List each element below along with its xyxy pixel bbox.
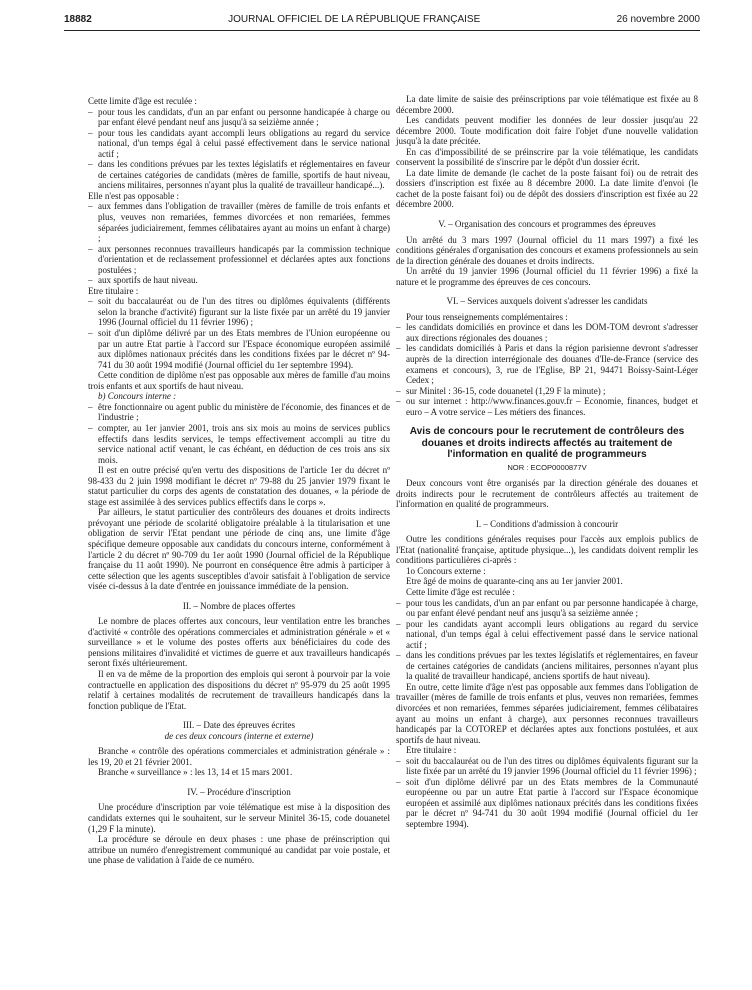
list-item: – pour tous les candidats, d'un an par enfant ou par personne handicapée à charge, ou par enfant élevé pendant neuf ans jusqu'à sa seizième année ; (396, 598, 698, 619)
list-item: – pour tous les candidats, d'un an par enfant ou personne handicapée à charge ou par enfant élevé pendant neuf ans jusqu'à sa seizième année ; (88, 107, 390, 128)
paragraph: Etre titulaire : (406, 745, 457, 756)
section-heading-line2: de ces deux concours (interne et externe) (164, 730, 314, 741)
right-column (396, 94, 698, 830)
paragraph: Pour tous renseignements complémentaires : (406, 311, 568, 322)
paragraph: Un arrêté du 19 janvier 1996 (Journal officiel du 11 février 1996) a fixé la nature et le programme des épreuves de ces concours. (396, 266, 698, 287)
section-heading: I. – Conditions d'admission à concourir (475, 518, 619, 529)
issue-date: 26 novembre 2000 (616, 14, 700, 25)
section-heading: IV. – Procédure d'inscription (187, 786, 291, 797)
list-item: – pour tous les candidats ayant accompli leurs obligations au regard du service national, d'un temps égal à celui passé effectivement dans le service national actif ; (88, 128, 390, 160)
paragraph: Cette limite d'âge est reculée : (406, 587, 515, 597)
list-item: – dans les conditions prévues par les textes législatifs et réglementaires, en faveur de certaines catégories de candidats (anciens militaires, personnes n'ayant plus la qualité de travailleur handicapé, anciens sportifs de haut niveau). (396, 650, 698, 682)
paragraph: Etre âgé de moins de quarante-cinq ans au 1er janvier 2001. (406, 576, 623, 587)
list-item: – aux femmes dans l'obligation de travailler (mères de famille de trois enfants et plus, veuves non remariées, femmes divorcées et non remariées, femmes séparées judiciairement, femmes célibataires ayant au moins un enfant à charge) ; (88, 201, 390, 243)
list-item: – dans les conditions prévues par les textes législatifs et réglementaires en faveur de certaines catégories de candidats (mères de famille, sportifs de haut niveau, anciens militaires, personnes n'ayant plus la qualité de travailleur handicapé...). (88, 159, 390, 191)
paragraph: Le nombre de places offertes aux concours, leur ventilation entre les branches d'activité « contrôle des opérations commerciales et administration générale » et « surveillance » et le volume des postes offerts aux bénéficiaires du code des pensions militaires d'invalidité et victimes de guerre et aux travailleurs handicapés seront fixés ultérieurement. (88, 616, 390, 669)
page-number: 18882 (64, 14, 92, 25)
header-rule (64, 30, 700, 31)
paragraph: Cette limite d'âge est reculée : (88, 96, 197, 106)
journal-title: JOURNAL OFFICIEL DE LA RÉPUBLIQUE FRANÇAISE (228, 14, 481, 25)
list-item: – soit d'un diplôme délivré par un des Etats membres de la Communauté européenne ou par un autre Etat partie à l'accord sur l'Espace économique européen et assimilé aux diplômes nationaux précités dans les conditions fixées par le décret nº 94-741 du 30 août 1994 modifié (Journal officiel du 1er septembre 1994). (396, 777, 698, 830)
list-item: – soit d'un diplôme délivré par un des Etats membres de l'Union européenne ou par un autre Etat partie à l'accord sur l'Espace économique européen assimilé aux diplômes nationaux précités dans les conditions fixées par le décret nº 94-741 du 30 août 1994 modifié (Journal officiel du 1er septembre 1994). (88, 328, 390, 370)
paragraph: En cas d'impossibilité de se préinscrire par la voie télématique, les candidats conservent la possibilité de s'inscrire par le dépôt d'un dossier écrit. (396, 146, 698, 168)
notice-title: Avis de concours pour le recrutement de contrôleurs des douanes et droits indirects affectés au traitement de l'information en qualité de programmeurs (409, 426, 685, 461)
bullet-list (396, 322, 698, 417)
list-item: – les candidats domiciliés à Paris et dans la région parisienne devront s'adresser auprès de la direction interrégionale des douanes d'Ile-de-France (service des examens et concours), 3, rue de l'Eglise, BP 21, 94471 Boissy-Saint-Léger Cedex ; (396, 343, 698, 385)
bullet-list (88, 296, 390, 370)
paragraph: Etre titulaire : (88, 285, 139, 296)
left-column (88, 96, 390, 866)
running-header (64, 14, 700, 25)
subheading-concours-interne: b) Concours interne : (98, 391, 177, 402)
section-heading: II. – Nombre de places offertes (182, 600, 296, 611)
list-item: – aux personnes reconnues travailleurs handicapés par la commission technique d'orientation et de reclassement professionnel et déclarées aptes aux fonctions postulées ; (88, 244, 390, 276)
paragraph: La date limite de saisie des préinscriptions par voie télématique est fixée au 8 décembre 2000. (396, 94, 698, 115)
list-item: – pour les candidats ayant accompli leurs obligations au regard du service national, d'un temps égal à celui effectivement passé dans le service national actif ; (396, 619, 698, 651)
section-heading: VI. – Services auxquels doivent s'adresser les candidats (446, 296, 648, 307)
bullet-list (396, 598, 698, 682)
list-item: – soit du baccalauréat ou de l'un des titres ou diplômes équivalents figurant sur la liste fixée par un arrêté du 19 janvier 1996 (Journal officiel du 11 février 1996) ; (396, 756, 698, 777)
bullet-list (88, 201, 390, 285)
paragraph: Outre les conditions générales requises pour l'accès aux emplois publics de l'Etat (nationalité française, aptitude physique...), les candidats doivent remplir les conditions particulières ci-après : (396, 534, 698, 566)
list-item: – soit du baccalauréat ou de l'un des titres ou diplômes équivalents (différents selon la branche d'activité) figurant sur la liste fixée par un arrêté du 19 janvier 1996 (Journal officiel du 11 février 1996) ; (88, 296, 390, 328)
section-heading: III. – Date des épreuves écrites (182, 720, 296, 731)
bullet-list (396, 756, 698, 830)
paragraph: La date limite de demande (le cachet de la poste faisant foi) ou de retrait des dossiers d'inscription est fixée au 8 décembre 2000. La date limite d'envoi (le cachet de la poste faisant foi) ou de dépôt des dossiers d'inscription est fixée au 22 décembre 2000. (396, 167, 698, 210)
paragraph: Par ailleurs, le statut particulier des contrôleurs des douanes et droits indirects prévoyant une période de scolarité obligatoire préalable à la titularisation et une obligation de servir l'Etat pendant une période de cinq ans, une limite d'âge spécifique demeure opposable aux candidats du concours interne, conformément à l'article 2 du décret nº 90-709 du 1er août 1990 (Journal officiel de la République française du 11 août 1990). Ne pourront en conséquence être admis à participer à cette sélection que les agents susceptibles d'avoir satisfait à l'obligation de service visée ci-dessus à la date d'entrée en jouissance immédiate de la pension. (88, 507, 390, 592)
bullet-list (88, 402, 390, 465)
list-item: – être fonctionnaire ou agent public du ministère de l'économie, des finances et de l'industrie ; (88, 402, 390, 423)
paragraph: Deux concours vont être organisés par la direction générale des douanes et droits indirects pour le recrutement de contrôleurs affectés au traitement de l'information en qualité de programmeurs. (396, 478, 698, 510)
nor-reference: NOR : ECOP0000877V (507, 462, 587, 472)
subheading-concours-externe: 1o Concours externe : (406, 565, 486, 576)
list-item: – sur Minitel : 36-15, code douanetel (1,29 F la minute) ; (396, 386, 698, 397)
list-item: – compter, au 1er janvier 2001, trois ans six mois au moins de services publics effectifs dans lesdits services, le temps effectivement accompli au titre du service national actif venant, le cas échéant, en déduction de ces trois ans six mois. (88, 423, 390, 465)
paragraph: En outre, cette limite d'âge n'est pas opposable aux femmes dans l'obligation de travailler (mères de famille de trois enfants et plus, veuves non remariées, femmes divorcées et non remariées, femmes séparées judiciairement, femmes célibataires ayant au moins un enfant à charge), aux personnes reconnues travailleurs handicapés par la COTOREP et déclarées aptes aux fonctions postulées, et aux sportifs de haut niveau. (396, 681, 698, 745)
paragraph: Les candidats peuvent modifier les données de leur dossier jusqu'au 22 décembre 2000. Toute modification doit faire l'objet d'une nouvelle validation jusqu'à la date précitée. (396, 115, 698, 147)
paragraph: Il en va de même de la proportion des emplois qui seront à pourvoir par la voie contractuelle en application des dispositions du décret nº 95-979 du 25 août 1995 relatif à certaines modalités de recrutement de travailleurs handicapés dans la fonction publique de l'Etat. (88, 668, 390, 711)
paragraph: Une procédure d'inscription par voie télématique est mise à la disposition des candidats externes qui le souhaitent, sur le serveur Minitel 36-15, code douanetel (1,29 F la minute). (88, 802, 390, 834)
paragraph: Cette condition de diplôme n'est pas opposable aux mères de famille d'au moins trois enfants et aux sportifs de haut niveau. (88, 370, 390, 391)
section-heading: V. – Organisation des concours et programmes des épreuves (438, 219, 656, 230)
paragraph: Branche « contrôle des opérations commerciales et administration générale » : les 19, 20 et 21 février 2001. (88, 746, 390, 767)
list-item: – les candidats domiciliés en province et dans les DOM-TOM devront s'adresser aux directions régionales des douanes ; (396, 322, 698, 343)
paragraph: La procédure se déroule en deux phases : une phase de préinscription qui attribue un numéro d'enregistrement communiqué au candidat par voie postale, et une phase de validation à l'aide de ce numéro. (88, 834, 390, 866)
paragraph: Un arrêté du 3 mars 1997 (Journal officiel du 11 mars 1997) a fixé les conditions générales d'organisation des concours et examens professionnels au sein de la direction générale des douanes et droits indirects. (396, 234, 698, 266)
paragraph: Il est en outre précisé qu'en vertu des dispositions de l'article 1er du décret nº 98-433 du 2 juin 1998 modifiant le décret nº 79-88 du 25 janvier 1979 fixant le statut particulier du corps des agents de constatation des douanes, « la période de stage est assimilée à des services publics effectifs dans le corps ». (88, 465, 390, 507)
list-item: – aux sportifs de haut niveau. (88, 275, 390, 286)
paragraph: Elle n'est pas opposable : (88, 190, 180, 201)
list-item: – ou sur internet : http://www.finances.gouv.fr – Economie, finances, budget et euro – A votre service – Les métiers des finances. (396, 396, 698, 417)
bullet-list (88, 107, 390, 191)
paragraph: Branche « surveillance » : les 13, 14 et 15 mars 2001. (98, 767, 293, 778)
